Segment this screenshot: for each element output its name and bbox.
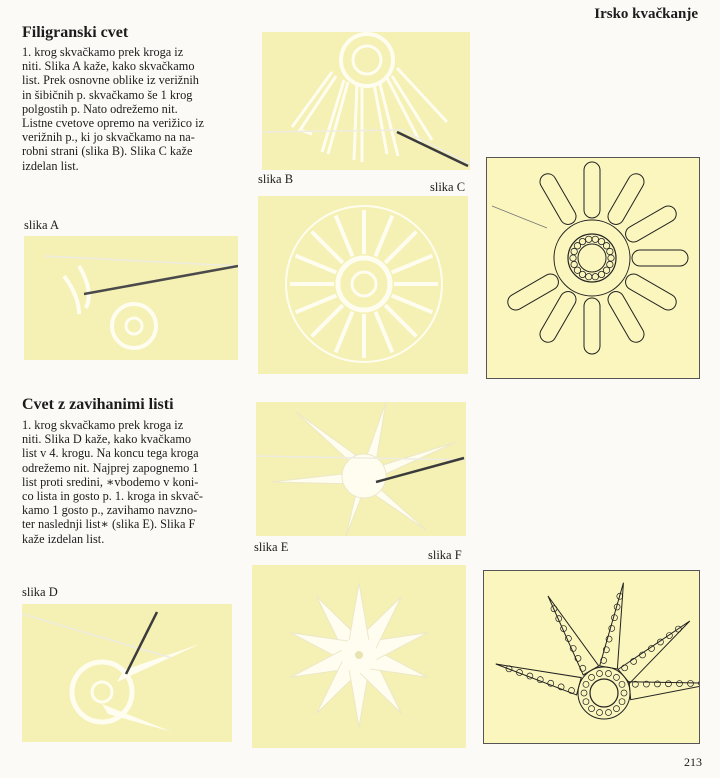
photo-e-art xyxy=(256,402,466,536)
caption-slika-b: slika B xyxy=(258,172,294,186)
section-body-zavihanimi xyxy=(22,418,250,546)
photo-slika-c xyxy=(258,196,468,374)
diagram-2-art xyxy=(484,571,699,743)
caption-slika-f: slika F xyxy=(428,548,462,562)
body-line: odrežemo nit. Najprej zapognemo 1 xyxy=(22,460,199,475)
caption-slika-c: slika C xyxy=(430,180,466,194)
photo-a-art xyxy=(24,236,238,360)
diagram-zavihanimi xyxy=(483,570,700,744)
photo-d-art xyxy=(22,604,232,742)
body-line: in šibičnih p. skvačkamo še 1 krog xyxy=(22,87,193,102)
running-head-title: Irsko kvačkanje xyxy=(594,6,698,22)
body-line: polgostih p. Nato odrežemo nit. xyxy=(22,101,178,116)
photo-slika-b xyxy=(262,32,470,170)
body-line: 1. krog skvačkamo prek kroga iz xyxy=(22,45,184,59)
section-title-zavihanimi: Cvet z zavihanimi listi xyxy=(22,396,174,413)
body-line: co lista in gosto p. 1. kroga in skvač- xyxy=(22,489,204,504)
photo-slika-e xyxy=(256,402,466,536)
body-line: list v 4. krogu. Na koncu tega kroga xyxy=(22,446,199,461)
caption-slika-a: slika A xyxy=(24,218,60,232)
body-line: izdelan list. xyxy=(22,158,79,173)
body-line: ter naslednji list∗ (slika E). Slika F xyxy=(22,517,196,532)
body-line: kamo 1 gosto p., zavihamo navzno- xyxy=(22,503,198,518)
photo-slika-a xyxy=(24,236,238,360)
section-body-filigranski xyxy=(22,45,250,173)
body-line: list proti sredini, ∗vbodemo v koni- xyxy=(22,474,199,489)
page-number: 213 xyxy=(684,755,702,769)
section-title-filigranski: Filigranski cvet xyxy=(22,24,129,41)
body-line: 1. krog skvačkamo prek kroga iz xyxy=(22,418,184,432)
photo-c-art xyxy=(258,196,468,374)
caption-slika-e: slika E xyxy=(254,540,289,554)
body-line: list. Prek osnovne oblike iz verižnih xyxy=(22,73,199,88)
body-line: verižnih p., ki jo skvačkamo na na- xyxy=(22,130,195,145)
photo-f-art xyxy=(252,565,466,748)
body-line: Listne cvetove opremo na verižico iz xyxy=(22,116,204,131)
diagram-1-art xyxy=(487,158,699,378)
body-line: niti. Slika A kaže, kako skvačkamo xyxy=(22,59,195,74)
body-line: kaže izdelan list. xyxy=(22,531,105,546)
body-line: robni strani (slika B). Slika C kaže xyxy=(22,144,193,159)
caption-slika-d: slika D xyxy=(22,585,58,599)
photo-slika-d xyxy=(22,604,232,742)
photo-b-art xyxy=(262,32,470,170)
diagram-filigranski xyxy=(486,157,700,379)
body-line: niti. Slika D kaže, kako kvačkamo xyxy=(22,432,192,447)
photo-slika-f xyxy=(252,565,466,748)
